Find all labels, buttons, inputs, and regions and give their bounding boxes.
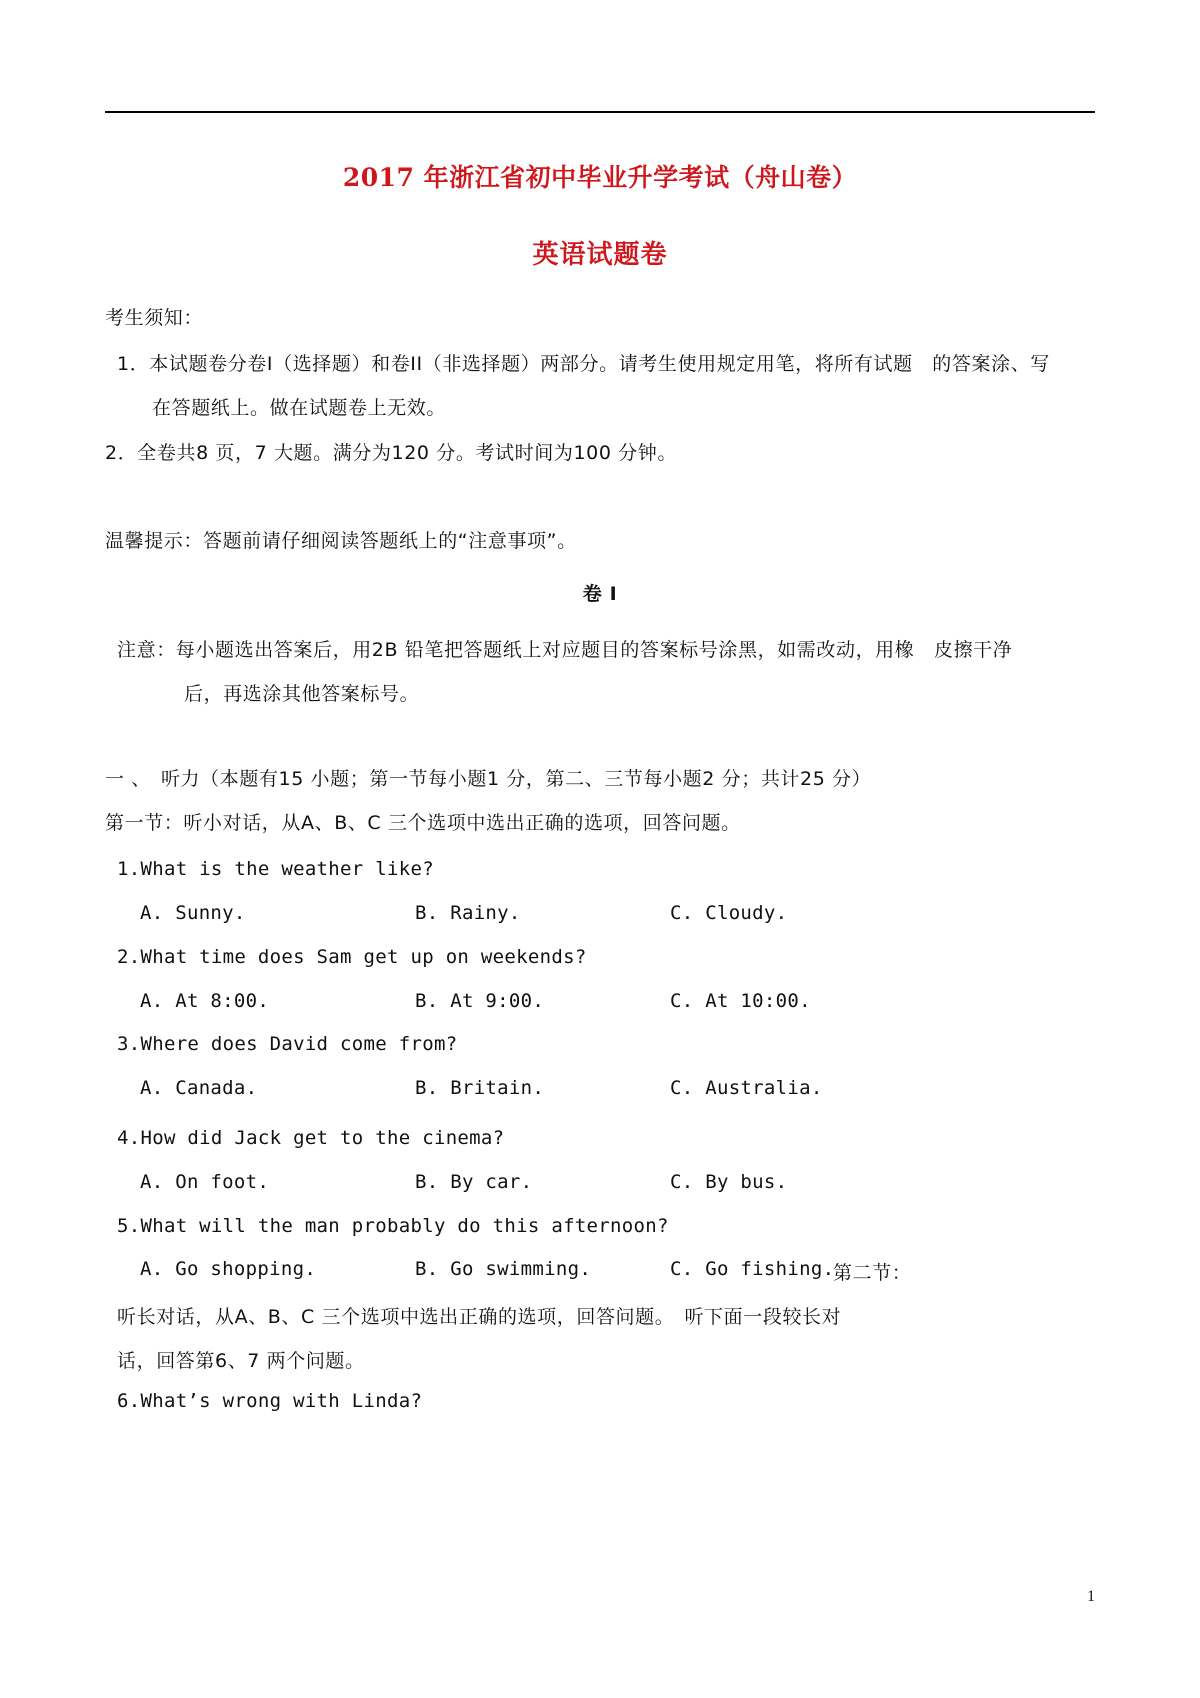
question-4-option-c: C. By bus. <box>670 1171 788 1193</box>
question-4-option-b: B. By car. <box>415 1171 533 1193</box>
question-1: 1.What is the weather like? <box>117 858 434 880</box>
exam-title: 2017 年浙江省初中毕业升学考试（舟山卷） <box>342 163 858 192</box>
section-1-part-1: 第一节：听小对话，从A、B、C 三个选项中选出正确的选项，回答问题。 <box>105 812 741 834</box>
header-rule <box>105 111 1095 113</box>
section-1-heading: 一 、 听力（本题有15 小题；第一节每小题1 分，第二、三节每小题2 分；共计25 分） <box>105 768 872 790</box>
question-3-option-b: B. Britain. <box>415 1077 545 1099</box>
question-4: 4.How did Jack get to the cinema? <box>117 1127 505 1149</box>
notice-item-2: 2．全卷共8 页，7 大题。满分为120 分。考试时间为100 分钟。 <box>105 442 677 464</box>
notice-item-1-line-1: 1．本试题卷分卷I（选择题）和卷II（非选择题）两部分。请考生使用规定用笔，将所有试题 的答案涂、写 <box>117 353 1050 375</box>
part-2-line-1: 听长对话，从A、B、C 三个选项中选出正确的选项，回答问题。 听下面一段较长对 <box>117 1306 842 1328</box>
question-3: 3.Where does David come from? <box>117 1033 458 1055</box>
question-2: 2.What time does Sam get up on weekends? <box>117 946 587 968</box>
exam-subtitle: 英语试题卷 <box>532 240 668 270</box>
section-1-part-2-label: 第二节： <box>833 1262 912 1284</box>
question-1-option-c: C. Cloudy. <box>670 902 788 924</box>
question-5-option-c: C. Go fishing. <box>670 1258 835 1280</box>
question-3-option-a: A. Canada. <box>140 1077 258 1099</box>
attention-line-2: 后，再选涂其他答案标号。 <box>184 683 420 705</box>
page-number: 1 <box>1087 1588 1095 1605</box>
question-5: 5.What will the man probably do this afternoon? <box>117 1215 669 1237</box>
notice-item-1-line-2: 在答题纸上。做在试题卷上无效。 <box>152 397 447 419</box>
question-2-option-c: C. At 10:00. <box>670 990 811 1012</box>
warm-tip: 温馨提示：答题前请仔细阅读答题纸上的“注意事项”。 <box>105 530 577 552</box>
question-2-option-a: A. At 8:00. <box>140 990 270 1012</box>
notice-heading: 考生须知： <box>105 307 204 329</box>
question-5-option-b: B. Go swimming. <box>415 1258 592 1280</box>
attention-line-1: 注意：每小题选出答案后，用2B 铅笔把答题纸上对应题目的答案标号涂黑，如需改动，用橡 皮擦干净 <box>117 639 1013 661</box>
question-3-option-c: C. Australia. <box>670 1077 823 1099</box>
volume-heading: 卷 I <box>582 583 618 605</box>
question-4-option-a: A. On foot. <box>140 1171 270 1193</box>
question-6: 6.What’s wrong with Linda? <box>117 1390 423 1412</box>
question-1-option-a: A. Sunny. <box>140 902 246 924</box>
part-2-line-2: 话，回答第6、7 两个问题。 <box>117 1350 365 1372</box>
question-1-option-b: B. Rainy. <box>415 902 521 924</box>
question-5-option-a: A. Go shopping. <box>140 1258 317 1280</box>
question-2-option-b: B. At 9:00. <box>415 990 545 1012</box>
